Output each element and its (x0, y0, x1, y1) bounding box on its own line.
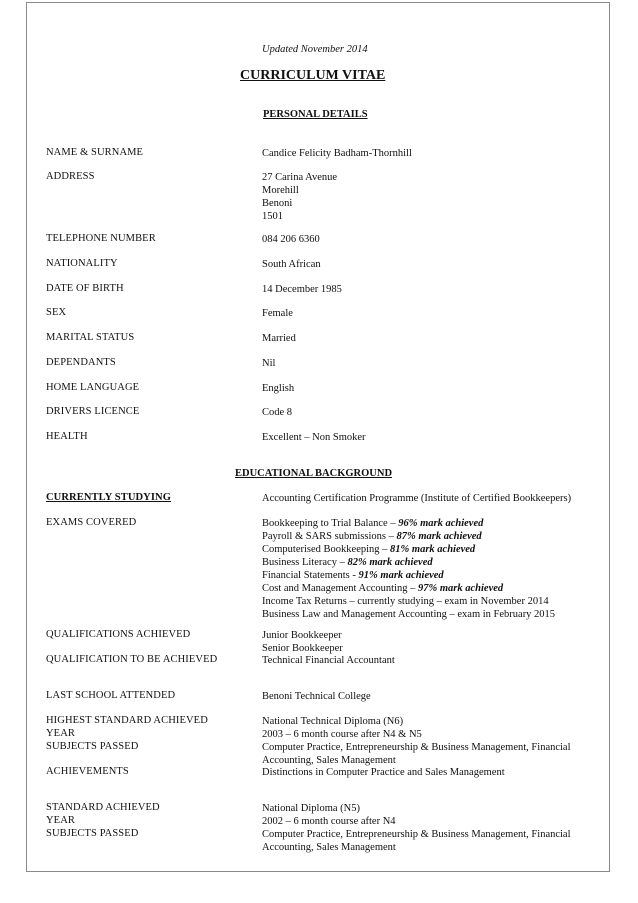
year-value: 2003 – 6 month course after N4 & N5 (262, 729, 422, 740)
sex-label: SEX (46, 307, 67, 318)
address-value (262, 171, 337, 223)
exam-item: Financial Statements - 91% mark achieved (262, 570, 444, 581)
dob-label: DATE OF BIRTH (46, 283, 124, 294)
qualifications-achieved-label: QUALIFICATIONS ACHIEVED (46, 629, 191, 640)
address-line: Benoni (262, 198, 293, 209)
subjects-line: Accounting, Sales Management (262, 842, 396, 853)
highest-standard-value: National Technical Diploma (N6) (262, 716, 404, 727)
marital-status-value: Married (262, 333, 296, 344)
standard-achieved-label: STANDARD ACHIEVED (46, 802, 160, 813)
highest-standard-label: HIGHEST STANDARD ACHIEVED (46, 715, 208, 726)
dob-value: 14 December 1985 (262, 284, 342, 295)
last-school-label: LAST SCHOOL ATTENDED (46, 690, 176, 701)
updated-date: Updated November 2014 (262, 44, 368, 55)
currently-studying-label: CURRENTLY STUDYING (46, 492, 172, 503)
marital-status-label: MARITAL STATUS (46, 332, 135, 343)
exams-covered-label: EXAMS COVERED (46, 517, 137, 528)
subjects-passed-value (262, 828, 571, 854)
subjects-passed-value (262, 741, 571, 767)
health-label: HEALTH (46, 431, 88, 442)
sex-value: Female (262, 308, 293, 319)
education-heading: EDUCATIONAL BACKGROUND (235, 468, 393, 479)
name-label: NAME & SURNAME (46, 147, 144, 158)
home-language-label: HOME LANGUAGE (46, 382, 140, 393)
achievements-label: ACHIEVEMENTS (46, 766, 129, 777)
drivers-licence-value: Code 8 (262, 407, 293, 418)
personal-details-heading: PERSONAL DETAILS (263, 109, 368, 120)
dependants-value: Nil (262, 358, 276, 369)
nationality-value: South African (262, 259, 321, 270)
telephone-value: 084 206 6360 (262, 234, 320, 245)
qualification-to-be-value: Technical Financial Accountant (262, 655, 395, 666)
currently-studying-value: Accounting Certification Programme (Institute of Certified Bookkeepers) (262, 493, 572, 504)
nationality-label: NATIONALITY (46, 258, 118, 269)
telephone-label: TELEPHONE NUMBER (46, 233, 156, 244)
year-label: YEAR (46, 728, 75, 739)
dependants-label: DEPENDANTS (46, 357, 116, 368)
standard-achieved-value: National Diploma (N5) (262, 803, 360, 814)
achievements-value: Distinctions in Computer Practice and Sales Management (262, 767, 505, 778)
subjects-line: Computer Practice, Entrepreneurship & Business Management, Financial (262, 742, 571, 753)
exam-item: Computerised Bookkeeping – 81% mark achieved (262, 544, 476, 555)
address-label: ADDRESS (46, 171, 95, 182)
exam-item: Bookkeeping to Trial Balance – 96% mark achieved (262, 518, 484, 529)
address-line: 27 Carina Avenue (262, 172, 338, 183)
subjects-passed-label: SUBJECTS PASSED (46, 828, 139, 839)
qualification-item: Senior Bookkeeper (262, 643, 343, 654)
exams-list (262, 517, 555, 621)
subjects-line: Accounting, Sales Management (262, 755, 396, 766)
name-value: Candice Felicity Badham-Thornhill (262, 148, 412, 159)
qualifications-achieved-value (262, 629, 343, 655)
health-value: Excellent – Non Smoker (262, 432, 366, 443)
last-school-value: Benoni Technical College (262, 691, 371, 702)
year-value: 2002 – 6 month course after N4 (262, 816, 396, 827)
document-title: CURRICULUM VITAE (240, 68, 386, 83)
address-line: 1501 (262, 211, 283, 222)
exam-item: Income Tax Returns – currently studying – exam in November 2014 (262, 596, 549, 607)
home-language-value: English (262, 383, 295, 394)
exam-item: Business Law and Management Accounting – exam in February 2015 (262, 609, 556, 620)
subjects-line: Computer Practice, Entrepreneurship & Business Management, Financial (262, 829, 571, 840)
qualification-item: Junior Bookkeeper (262, 630, 342, 641)
exam-item: Business Literacy – 82% mark achieved (262, 557, 433, 568)
exam-item: Payroll & SARS submissions – 87% mark achieved (262, 531, 482, 542)
subjects-passed-label: SUBJECTS PASSED (46, 741, 139, 752)
qualification-to-be-label: QUALIFICATION TO BE ACHIEVED (46, 654, 218, 665)
drivers-licence-label: DRIVERS LICENCE (46, 406, 140, 417)
exam-item: Cost and Management Accounting – 97% mark achieved (262, 583, 504, 594)
year-label: YEAR (46, 815, 75, 826)
address-line: Morehill (262, 185, 299, 196)
